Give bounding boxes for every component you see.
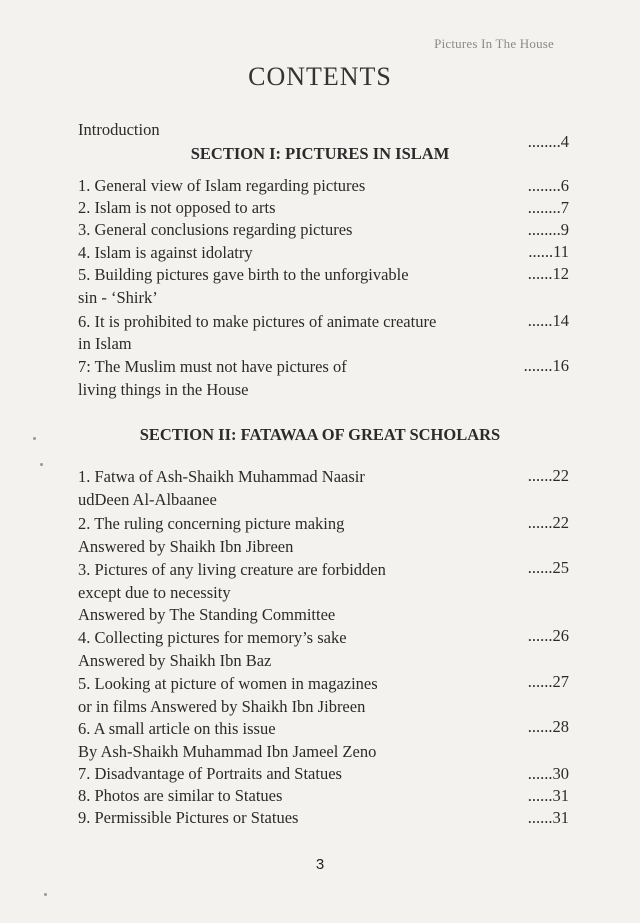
toc-entry-page: ......30	[527, 764, 569, 783]
toc-entry-line: 8. Photos are similar to Statues	[78, 786, 283, 805]
toc-entry-page: ......31	[527, 786, 569, 805]
toc-entry-page: ........6	[527, 176, 569, 195]
toc-intro-page: ........4	[527, 132, 569, 151]
toc-entry-line: 6. A small article on this issue	[78, 719, 276, 738]
toc-entry-line: 5. Building pictures gave birth to the unforgivable	[78, 265, 409, 284]
toc-entry-page: ........9	[527, 220, 569, 239]
toc-entry-page: ........7	[527, 198, 569, 217]
toc-entry-page: ......31	[527, 808, 569, 827]
page-title: CONTENTS	[248, 62, 392, 91]
toc-entry-page: .......16	[523, 356, 569, 375]
toc-entry-line: udDeen Al-Albaanee	[78, 490, 217, 509]
print-speck	[44, 893, 47, 896]
toc-entry-line: or in films Answered by Shaikh Ibn Jibreen	[78, 697, 366, 716]
toc-entry-line: 3. General conclusions regarding pictures	[78, 220, 353, 239]
toc-entry-line: 2. Islam is not opposed to arts	[78, 198, 276, 217]
section-heading-2: SECTION II: FATAWAA OF GREAT SCHOLARS	[139, 425, 501, 444]
page-number: 3	[315, 856, 325, 873]
toc-entry-page: ......28	[527, 717, 569, 736]
toc-entry-line: Answered by Shaikh Ibn Baz	[78, 651, 272, 670]
toc-entry-line: sin - ‘Shirk’	[78, 288, 158, 307]
toc-entry-line: 4. Collecting pictures for memory’s sake	[78, 628, 347, 647]
toc-entry-line: 2. The ruling concerning picture making	[78, 514, 345, 533]
toc-intro-label: Introduction	[78, 120, 160, 139]
toc-entry-page: ......22	[527, 466, 569, 485]
toc-entry-line: living things in the House	[78, 380, 249, 399]
toc-entry-line: Answered by The Standing Committee	[78, 605, 336, 624]
toc-entry-line: except due to necessity	[78, 583, 231, 602]
toc-entry-line: 7: The Muslim must not have pictures of	[78, 357, 347, 376]
toc-entry-line: in Islam	[78, 334, 132, 353]
toc-entry-page: ......22	[527, 513, 569, 532]
toc-entry-page: ......12	[527, 264, 569, 283]
toc-entry-page: ......25	[527, 558, 569, 577]
toc-entry-line: By Ash-Shaikh Muhammad Ibn Jameel Zeno	[78, 742, 377, 761]
toc-entry-line: 4. Islam is against idolatry	[78, 243, 253, 262]
toc-entry-line: 7. Disadvantage of Portraits and Statues	[78, 764, 342, 783]
toc-entry-line: Answered by Shaikh Ibn Jibreen	[78, 537, 294, 556]
toc-entry-line: 1. General view of Islam regarding pictures	[78, 176, 366, 195]
toc-entry-page: ......14	[527, 311, 569, 330]
toc-entry-line: 3. Pictures of any living creature are forbidden	[78, 560, 386, 579]
running-header: Pictures In The House	[434, 36, 554, 51]
toc-entry-page: ......11	[528, 242, 569, 261]
toc-entry-line: 5. Looking at picture of women in magazines	[78, 674, 378, 693]
toc-entry-line: 1. Fatwa of Ash-Shaikh Muhammad Naasir	[78, 467, 365, 486]
print-speck	[33, 437, 36, 440]
toc-entry-page: ......26	[527, 626, 569, 645]
section-heading-1: SECTION I: PICTURES IN ISLAM	[190, 144, 450, 163]
toc-entry-line: 9. Permissible Pictures or Statues	[78, 808, 299, 827]
toc-entry-line: 6. It is prohibited to make pictures of animate creature	[78, 312, 437, 331]
toc-entry-page: ......27	[527, 672, 569, 691]
print-speck	[40, 463, 43, 466]
